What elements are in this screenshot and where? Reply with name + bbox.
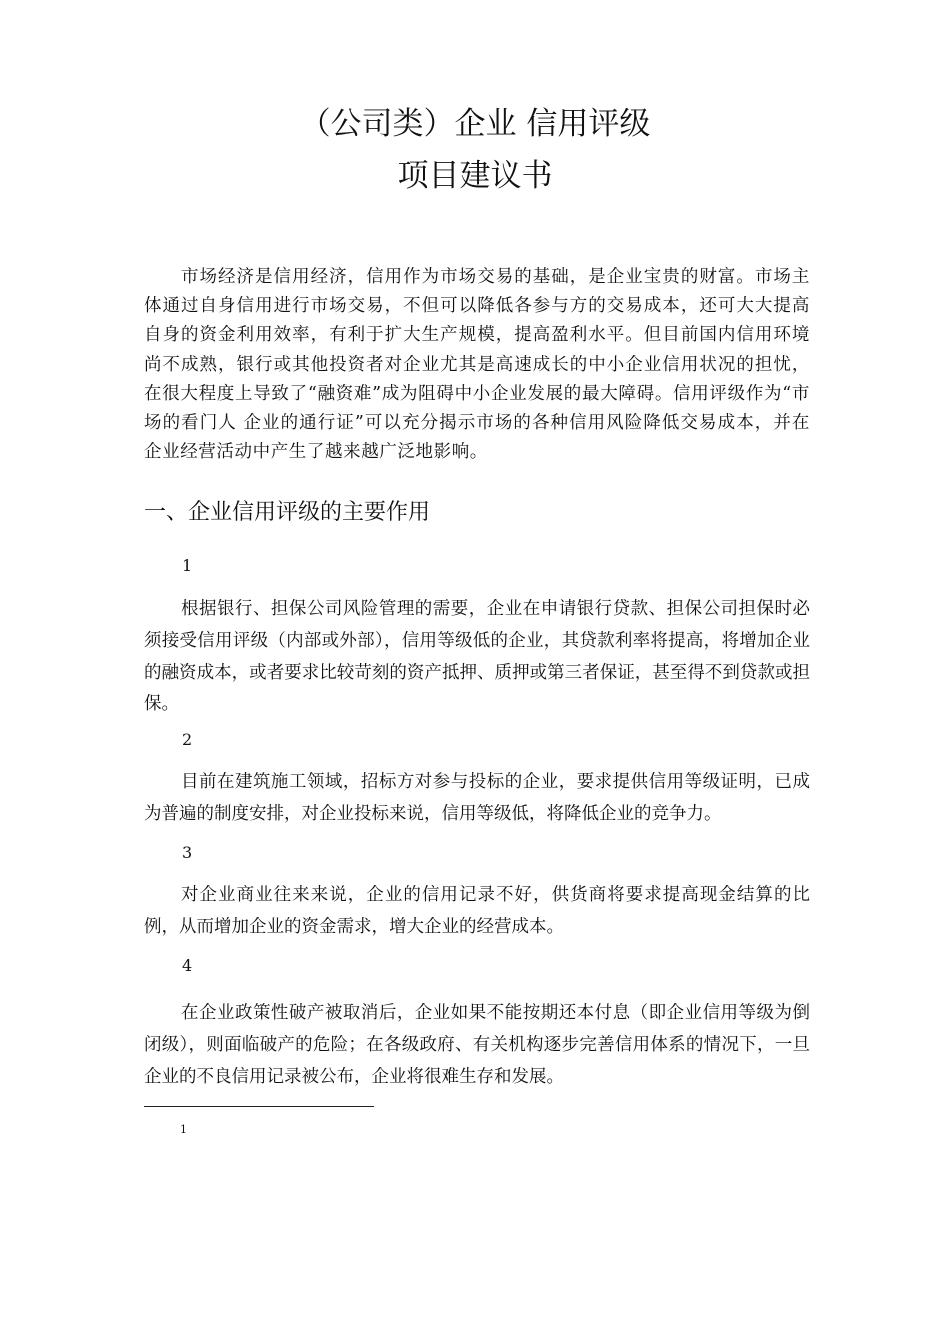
footnote-marker: 1 (180, 1123, 187, 1136)
item-paragraph: 对企业商业往来来说，企业的信用记录不好，供货商将要求提高现金结算的比例，从而增加企业的资金需求，增大企业的经营成本。 (144, 885, 810, 937)
footnote-divider (144, 1106, 374, 1107)
item-number: 3 (182, 843, 193, 862)
item-number: 1 (182, 556, 193, 575)
document-subtitle: 项目建议书 (397, 158, 553, 194)
item-number: 2 (182, 730, 193, 749)
item-number: 4 (182, 956, 193, 975)
item-paragraph: 在企业政策性破产被取消后，企业如果不能按期还本付息（即企业信用等级为倒闭级），则面临破产的危险；在各级政府、有关机构逐步完善信用体系的情况下，一旦企业的不良信用记录被公布，企业将很难生存和发展。 (144, 1003, 810, 1087)
intro-paragraph: 市场经济是信用经济，信用作为市场交易的基础，是企业宝贵的财富。市场主体通过自身信用进行市场交易，不但可以降低各参与方的交易成本，还可大大提高自身的资金利用效率，有利于扩大生产规模，提高盈利水平。但目前国内信用环境尚不成熟，银行或其他投资者对企业尤其是高速成长的中小企业信用状况的担忧，在很大程度上导致了“融资难”成为阻碍中小企业发展的最大障碍。信用评级作为“市场的看门人 企业的通行证”可以充分揭示市场的各种信用风险降低交易成本，并在企业经营活动中产生了越来越广泛地影响。 (144, 267, 810, 463)
item-paragraph: 目前在建筑施工领域，招标方对参与投标的企业，要求提供信用等级证明，已成为普遍的制度安排，对企业投标来说，信用等级低，将降低企业的竞争力。 (144, 772, 810, 824)
document-title: （公司类）企业 信用评级 (299, 106, 651, 142)
section-heading: 一、企业信用评级的主要作用 (144, 500, 431, 525)
item-paragraph: 根据银行、担保公司风险管理的需要，企业在申请银行贷款、担保公司担保时必须接受信用评级（内部或外部），信用等级低的企业，其贷款利率将提高，将增加企业的融资成本，或者要求比较苛刻的资产抵押、质押或第三者保证，甚至得不到贷款或担保。 (144, 599, 810, 715)
